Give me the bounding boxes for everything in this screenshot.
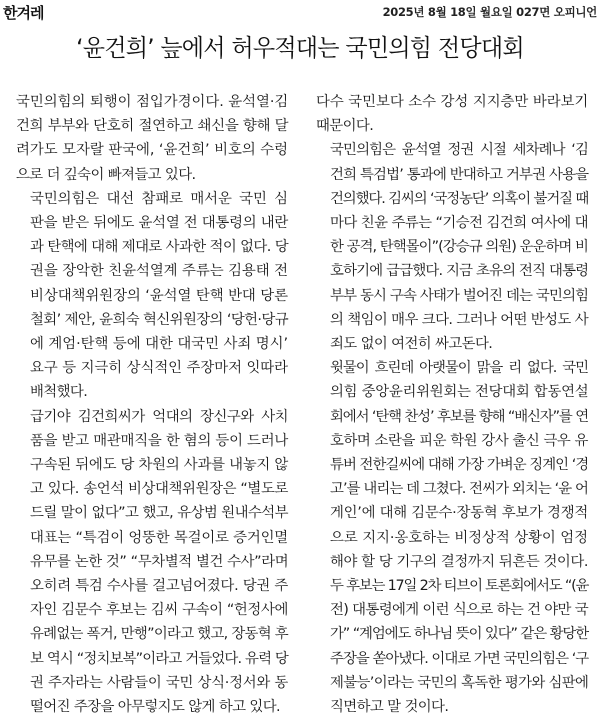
text-line: 권 주자라는 사람들이 국민 상식·정서와 동: [30, 674, 288, 691]
text-line: 려가도 모자랄 판국에, ‘윤건희’ 비호의 수렁: [16, 142, 288, 159]
text-line: 다수 국민보다 소수 강성 지지층만 바라보기: [316, 94, 589, 110]
article-paragraph: [16, 405, 288, 719]
text-line: 국민의힘의 퇴행이 점입가경이다. 윤석열·김: [16, 94, 289, 110]
text-line: 해야 할 당 기구의 결정까지 뒤흔든 것이다.: [330, 553, 588, 570]
newspaper-logo: 한겨레: [3, 4, 44, 22]
article-paragraph: [316, 90, 588, 138]
text-line: 튜버 전한길씨에 대해 가장 가벼운 징계인 ‘경: [330, 457, 589, 474]
text-line: 게인’에 대해 김문수·장동혁 후보가 경쟁적: [330, 505, 588, 522]
article-paragraph: [316, 356, 588, 719]
text-line: 한 공격, 탄핵몰이”(강승규 의원) 운운하며 비: [330, 239, 588, 256]
text-line: 호하며 소란을 피운 학원 강사 출신 극우 유: [330, 432, 588, 449]
text-line: 건희 부부와 단호히 절연하고 쇄신을 향해 달: [16, 118, 289, 135]
text-line: 비상대책위원장의 ‘윤석열 탄핵 반대 당론: [30, 287, 288, 304]
text-line: 드릴 말이 없다”고 했고, 유상범 원내수석부: [30, 505, 288, 522]
article-column-left: [16, 90, 288, 719]
text-line: 부부 동시 구속 사태가 벌어진 데는 국민의힘: [330, 287, 589, 304]
text-line: 급기야 김건희씨가 억대의 장신구와 사치: [30, 408, 288, 425]
text-line: 가” “계엄에도 하나님 뜻이 있다” 같은 황당한: [330, 626, 588, 643]
text-line: 의힘 중앙윤리위원회는 전당대회 합동연설: [330, 384, 589, 401]
text-line: 으로 지지·옹호하는 비정상적 상황이 엄정: [330, 529, 588, 546]
article-paragraph: [16, 187, 288, 405]
text-line: 주장을 쏟아냈다. 이대로 가면 국민의힘은 ‘구: [330, 650, 589, 667]
text-line: 고’를 내리는 데 그쳤다. 전씨가 외치는 ‘윤 어: [330, 481, 588, 498]
dateline: 2025년 8월 18일 월요일 027면 오피니언: [382, 5, 597, 19]
text-line: 건의했다. 김씨의 ‘국정농단’ 의혹이 불거질 때: [330, 190, 589, 207]
text-line: 자인 김문수 후보는 김씨 구속이 “헌정사에: [30, 602, 288, 619]
text-line: 구속된 뒤에도 당 차원의 사과를 내놓지 않: [30, 457, 288, 474]
article-paragraph: [316, 138, 588, 356]
text-line: 으로 더 깊숙이 빠져들고 있다.: [16, 166, 196, 183]
text-line: 유례없는 폭거, 만행”이라고 했고, 장동혁 후: [30, 626, 288, 643]
text-line: 윗물이 흐린데 아랫물이 맑을 리 없다. 국민: [330, 360, 588, 377]
text-line: 철회’ 제안, 윤희숙 혁신위원장의 ‘당헌·당규: [30, 311, 288, 328]
article-body: [16, 90, 588, 719]
text-line: 과 탄핵에 대해 제대로 사과한 적이 없다. 당: [30, 239, 288, 256]
text-line: 제불능’이라는 국민의 혹독한 평가와 심판에: [330, 674, 589, 691]
text-line: 마다 친윤 주류는 “기승전 김건희 여사에 대: [330, 215, 588, 232]
text-line: 의 책임이 매우 크다. 그러나 어떤 반성도 사: [330, 311, 588, 328]
text-line: 유무를 논한 것” “무차별적 별건 수사”라며: [30, 553, 289, 570]
text-line: 죄도 없이 여전히 싸고돈다.: [330, 336, 493, 353]
text-line: 전) 대통령에게 이런 식으로 하는 건 야만 국: [330, 602, 588, 619]
text-line: 품을 받고 매관매직을 한 혐의 등이 드러나: [30, 432, 288, 449]
text-line: 직면하고 말 것이다.: [330, 699, 449, 716]
masthead: [0, 0, 600, 22]
text-line: 배척했다.: [30, 384, 88, 401]
text-line: 권을 장악한 친윤석열계 주류는 김용태 전: [30, 263, 288, 280]
text-line: 고 있다. 송언석 비상대책위원장은 “별도로: [30, 481, 288, 498]
text-line: 건희 특검법’ 통과에 반대하고 거부권 사용을: [330, 166, 589, 183]
text-line: 오히려 특검 수사를 걸고넘어졌다. 당권 주: [30, 578, 288, 595]
article-column-right: [316, 90, 588, 719]
text-line: 회에서 ‘탄핵 찬성’ 후보를 향해 “배신자”를 연: [330, 408, 588, 425]
text-line: 대표는 “특검이 엉뚱한 목걸이로 증거인멸: [30, 529, 288, 546]
text-line: 에 계엄·탄핵 등에 대한 대국민 사죄 명시’: [30, 336, 288, 353]
text-line: 보 역시 “정치보복”이라고 거들었다. 유력 당: [30, 650, 288, 667]
text-line: 요구 등 지극히 상식적인 주장마저 잇따라: [30, 360, 288, 377]
article-headline: ‘윤건희’ 늪에서 허우적대는 국민의힘 전당대회: [76, 34, 524, 62]
text-line: 떨어진 주장을 아무렇지도 않게 하고 있다.: [30, 699, 280, 716]
text-line: 호하기에 급급했다. 지금 초유의 전직 대통령: [330, 263, 589, 280]
text-line: 국민의힘은 윤석열 정권 시절 세차례나 ‘김: [330, 142, 588, 159]
text-line: 국민의힘은 대선 참패로 매서운 국민 심: [30, 190, 288, 207]
article-paragraph: [16, 90, 288, 187]
text-line: 때문이다.: [316, 118, 374, 135]
text-line: 판을 받은 뒤에도 윤석열 전 대통령의 내란: [30, 215, 288, 232]
text-line: 두 후보는 17일 2차 티브이 토론회에서도 “(윤: [330, 578, 589, 595]
